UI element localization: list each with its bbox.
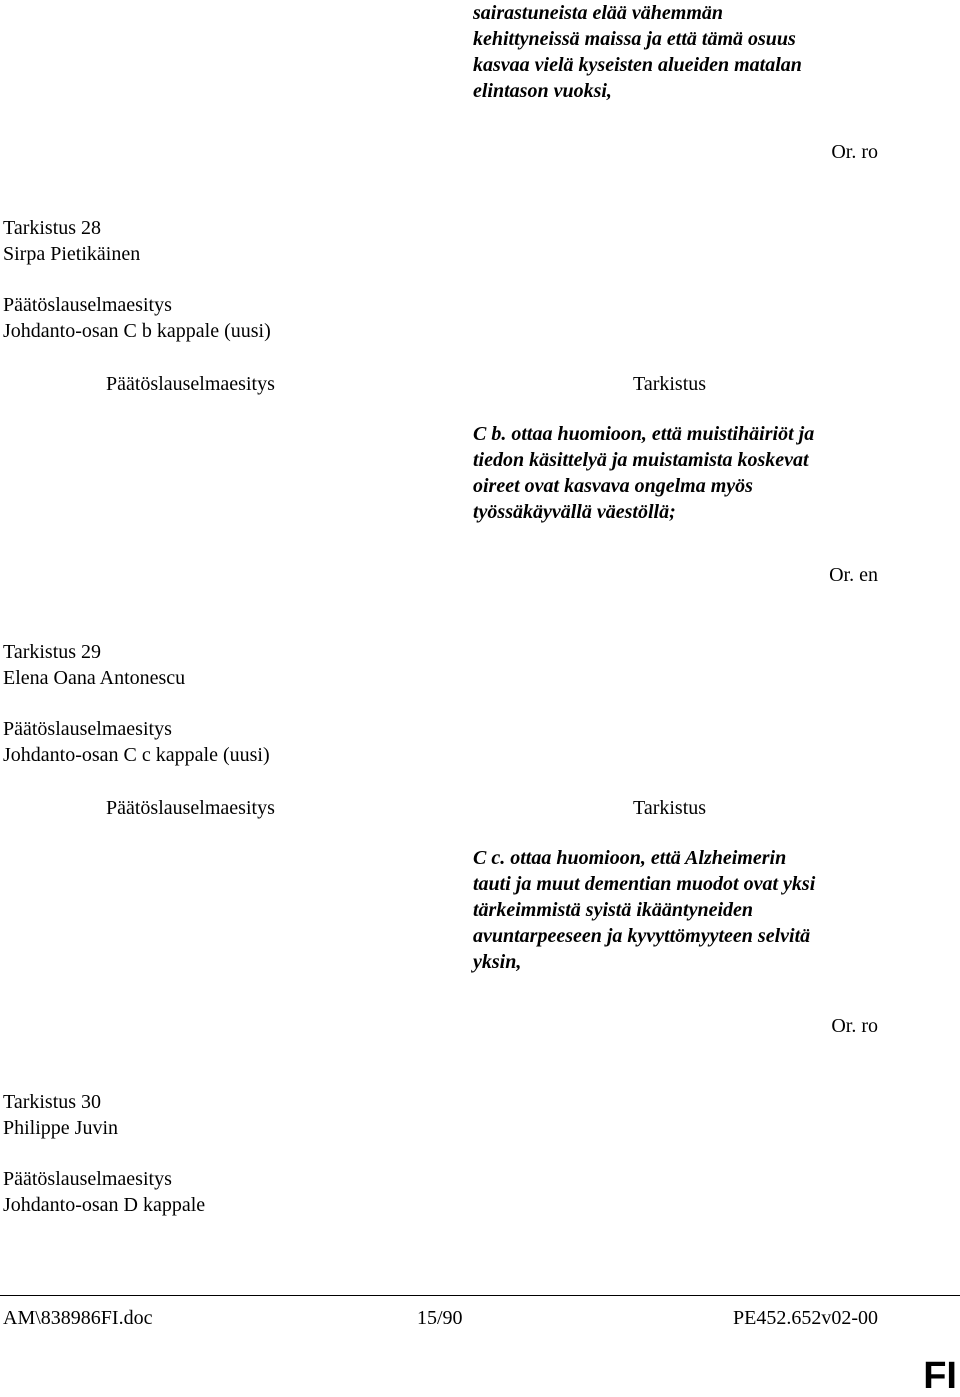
amendment-number: Tarkistus 28 (3, 217, 102, 239)
amendment-location: Johdanto-osan C c kappale (uusi) (3, 744, 270, 766)
column-header-right: Tarkistus (633, 373, 707, 395)
paragraph-line: C c. ottaa huomioon, että Alzheimerin (473, 847, 787, 869)
amendment-author: Elena Oana Antonescu (3, 667, 186, 689)
amendment-number: Tarkistus 29 (3, 641, 102, 663)
paragraph-line: avuntarpeeseen ja kyvyttömyyteen selvitä (473, 925, 811, 947)
footer-pe-ref: PE452.652v02-00 (733, 1307, 878, 1329)
footer-doc-ref: AM\838986FI.doc (3, 1307, 153, 1329)
amendment-location: Johdanto-osan C b kappale (uusi) (3, 320, 271, 342)
paragraph-line: kasvaa vielä kyseisten alueiden matalan (473, 54, 802, 76)
amendment-text (473, 421, 943, 525)
document-type: Päätöslauselmaesitys (3, 718, 172, 740)
paragraph-line: yksin, (473, 951, 522, 973)
column-header-left: Päätöslauselmaesitys (106, 373, 275, 395)
document-type: Päätöslauselmaesitys (3, 1168, 172, 1190)
continued-paragraph (473, 0, 943, 104)
paragraph-line: tauti ja muut dementian muodot ovat yksi (473, 873, 816, 895)
language-code: FI (923, 1355, 957, 1397)
footer-page-number: 15/90 (417, 1307, 463, 1329)
column-header-right: Tarkistus (633, 797, 707, 819)
amendment-author: Sirpa Pietikäinen (3, 243, 141, 265)
original-language-marker: Or. en (829, 564, 878, 586)
paragraph-line: työssäkäyvällä väestöllä; (473, 501, 676, 523)
paragraph-line: tiedon käsittelyä ja muistamista koskevat (473, 449, 809, 471)
paragraph-line: tärkeimmistä syistä ikääntyneiden (473, 899, 754, 921)
paragraph-line: oireet ovat kasvava ongelma myös (473, 475, 753, 497)
amendment-text (473, 845, 943, 975)
amendment-location: Johdanto-osan D kappale (3, 1194, 206, 1216)
paragraph-line: kehittyneissä maissa ja että tämä osuus (473, 28, 796, 50)
paragraph-line: C b. ottaa huomioon, että muistihäiriöt ja (473, 423, 815, 445)
amendment-author: Philippe Juvin (3, 1117, 119, 1139)
column-header-left: Päätöslauselmaesitys (106, 797, 275, 819)
original-language-marker: Or. ro (831, 141, 878, 163)
amendment-number: Tarkistus 30 (3, 1091, 102, 1113)
original-language-marker: Or. ro (831, 1015, 878, 1037)
footer-rule (0, 1295, 960, 1296)
document-type: Päätöslauselmaesitys (3, 294, 172, 316)
paragraph-line: sairastuneista elää vähemmän (473, 2, 724, 24)
paragraph-line: elintason vuoksi, (473, 80, 612, 102)
